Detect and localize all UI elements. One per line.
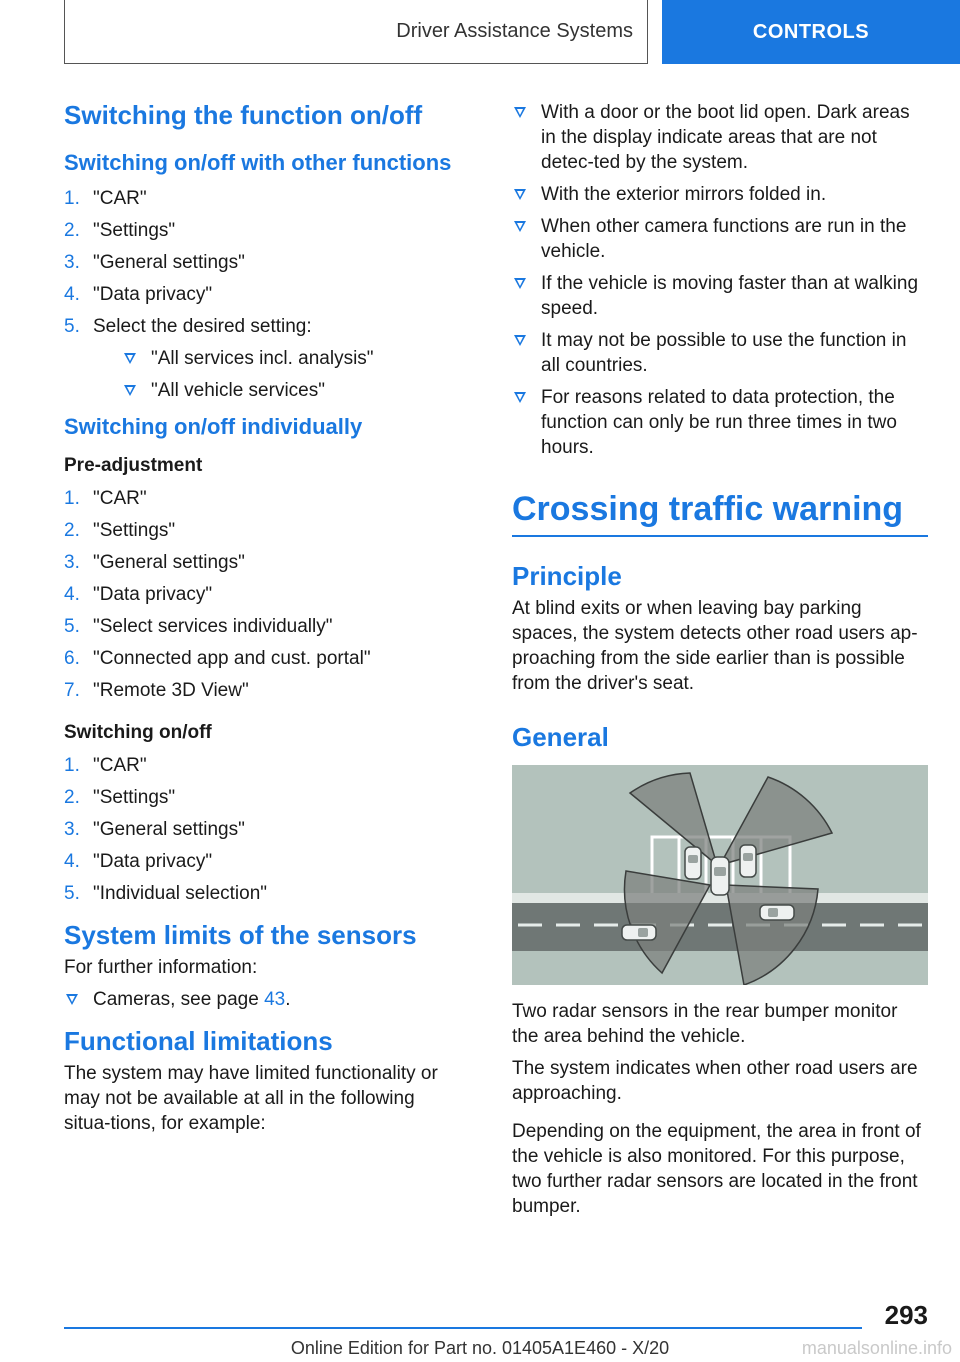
triangle-bullet-icon <box>514 278 526 289</box>
heading-pre-adjustment: Pre-adjustment <box>64 455 203 477</box>
list-item: 6. "Connected app and cust. portal" <box>64 647 371 669</box>
triangle-bullet-icon <box>514 335 526 346</box>
running-header-section <box>64 0 648 64</box>
list-item: 2. "Settings" <box>64 219 176 241</box>
list-item: 2. "Settings" <box>64 519 176 541</box>
triangle-bullet-icon <box>66 994 78 1005</box>
left-column <box>64 100 464 1136</box>
triangle-bullet-icon <box>514 189 526 200</box>
general-text-1: Two radar sensors in the rear bumper monitor the area behind the vehicle. <box>512 1001 898 1048</box>
triangle-bullet-icon <box>514 107 526 118</box>
list-item: If the vehicle is moving faster than at walking speed. <box>512 271 928 321</box>
list-item: For reasons related to data protection, the function can only be run three times in two hours. <box>512 385 928 460</box>
other-functions-steps <box>64 186 464 403</box>
general-text-2: The system indicates when other road users are approaching. <box>512 1058 918 1105</box>
chapter-tab <box>662 0 960 64</box>
list-item: 4. "Data privacy" <box>64 850 213 872</box>
list-item: With the exterior mirrors folded in. <box>512 182 928 207</box>
list-item: 4. "Data privacy" <box>64 583 213 605</box>
heading-crossing-traffic: Crossing traffic warning <box>512 490 928 537</box>
pre-adjustment-steps <box>64 486 464 703</box>
list-item: 5. "Individual selection" <box>64 882 268 904</box>
list-item: When other camera functions are run in the vehicle. <box>512 214 928 264</box>
triangle-bullet-icon <box>514 221 526 232</box>
functional-text: The system may have limited functionality or may not be available at all in the following situa-tions, for example: <box>64 1062 438 1134</box>
triangle-bullet-icon <box>124 385 136 396</box>
page-link[interactable]: 43 <box>264 988 286 1010</box>
list-item: "All services incl. analysis" <box>122 346 464 371</box>
setting-options <box>122 346 464 403</box>
list-item: 3. "General settings" <box>64 818 245 840</box>
heading-principle: Principle <box>512 561 622 592</box>
heading-switching-individually: Switching on/off individually <box>64 413 363 439</box>
footer-divider <box>64 1327 862 1329</box>
watermark: manualsonline.info <box>801 1338 952 1358</box>
list-item: With a door or the boot lid open. Dark areas in the display indicate areas that are not detec-ted by the system. <box>512 100 928 175</box>
list-item: 1. "CAR" <box>64 754 147 776</box>
crossing-traffic-illustration <box>512 765 928 985</box>
list-item: 3. "General settings" <box>64 551 245 573</box>
triangle-bullet-icon <box>124 353 136 364</box>
heading-functional-limitations: Functional limitations <box>64 1025 333 1056</box>
list-item: Cameras, see page 43. <box>64 987 464 1012</box>
limits-intro: For further information: <box>64 956 258 978</box>
limits-list <box>64 987 464 1012</box>
chapter-title: CONTROLS <box>752 20 870 43</box>
functional-limits-list <box>512 100 928 460</box>
list-item: 1. "CAR" <box>64 187 147 209</box>
heading-general: General <box>512 722 609 753</box>
list-item: 5. Select the desired setting: "All services incl. analysis" "All vehicle services" <box>64 314 464 403</box>
list-item: It may not be possible to use the function in all countries. <box>512 328 928 378</box>
list-item: 3. "General settings" <box>64 251 245 273</box>
list-item: 2. "Settings" <box>64 786 176 808</box>
heading-switching-other: Switching on/off with other functions <box>64 150 452 176</box>
list-item: 5. "Select services individually" <box>64 615 333 637</box>
switching-steps <box>64 753 464 906</box>
page-number: 293 <box>884 1300 928 1330</box>
list-item: "All vehicle services" <box>122 378 464 403</box>
section-title: Driver Assistance Systems <box>396 20 633 42</box>
general-text-3: Depending on the equipment, the area in front of the vehicle is also monitored. For this purpose, two further radar sensors are located in the front bumper. <box>512 1121 921 1218</box>
principle-text: At blind exits or when leaving bay parking spaces, the system detects other road users ap-proaching from the side earlier than is possible from the driver's seat. <box>512 598 918 695</box>
heading-switching-function: Switching the function on/off <box>64 100 423 130</box>
heading-system-limits: System limits of the sensors <box>64 919 417 950</box>
right-column <box>512 100 928 1219</box>
triangle-bullet-icon <box>514 392 526 403</box>
list-item: 7. "Remote 3D View" <box>64 679 249 701</box>
edition-footer: Online Edition for Part no. 01405A1E460 - X/20 <box>290 1338 670 1358</box>
list-item: 1. "CAR" <box>64 487 147 509</box>
list-item: 4. "Data privacy" <box>64 283 213 305</box>
heading-switching-on-off: Switching on/off <box>64 721 212 743</box>
